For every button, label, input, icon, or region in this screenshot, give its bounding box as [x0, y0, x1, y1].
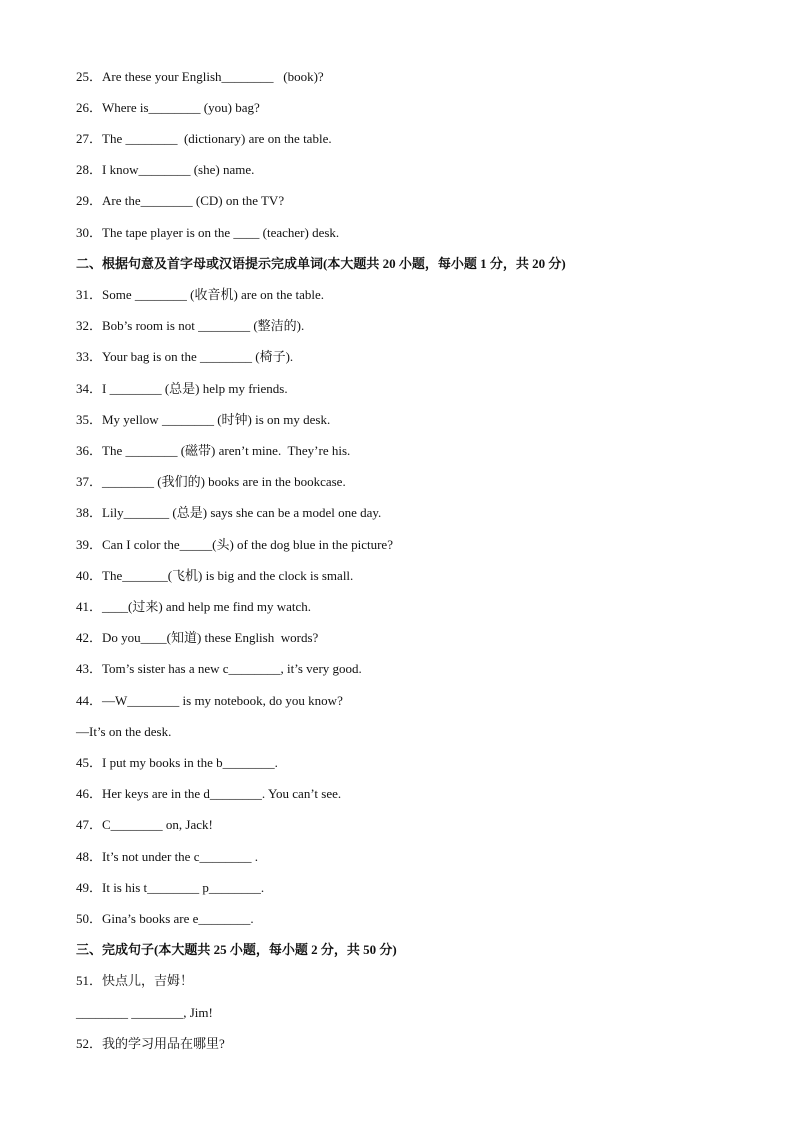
- question-line: 42．Do you____(知道) these English words?: [76, 630, 319, 645]
- question-line: 28．I know________ (she) name.: [76, 162, 255, 177]
- question-line: 34．I ________ (总是) help my friends.: [76, 381, 288, 396]
- question-line: 45．I put my books in the b________.: [76, 755, 278, 770]
- question-line: 47．C________ on, Jack!: [76, 817, 213, 832]
- question-line: 36．The ________ (磁带) aren’t mine. They’re his.: [76, 443, 351, 458]
- question-line: 30．The tape player is on the ____ (teacher) desk.: [76, 225, 340, 240]
- question-line: 48．It’s not under the c________ .: [76, 849, 258, 864]
- question-line: 41．____(过来) and help me find my watch.: [76, 599, 312, 614]
- question-line: 35．My yellow ________ (时钟) is on my desk.: [76, 412, 331, 427]
- question-line: 38．Lily_______ (总是) says she can be a model one day.: [76, 505, 382, 520]
- question-line: 25．Are these your English________ (book)?: [76, 69, 324, 84]
- question-line: 39．Can I color the_____(头) of the dog blue in the picture?: [76, 537, 393, 552]
- section-heading: 三、完成句子(本大题共 25 小题，每小题 2 分，共 50 分): [76, 942, 397, 957]
- question-line: 50．Gina’s books are e________.: [76, 911, 254, 926]
- question-line: 49．It is his t________ p________.: [76, 880, 265, 895]
- question-line: 52．我的学习用品在哪里?: [76, 1036, 225, 1051]
- question-line: 31．Some ________ (收音机) are on the table.: [76, 287, 325, 302]
- question-line: 51．快点儿，吉姆！: [76, 973, 194, 988]
- question-line: 29．Are the________ (CD) on the TV?: [76, 193, 285, 208]
- question-line: —It’s on the desk.: [76, 724, 172, 739]
- question-line: 33．Your bag is on the ________ (椅子).: [76, 349, 294, 364]
- question-line: 37．________ (我们的) books are in the bookcase.: [76, 474, 346, 489]
- question-line: ________ ________, Jim!: [76, 1005, 213, 1020]
- question-line: 32．Bob’s room is not ________ (整洁的).: [76, 318, 305, 333]
- question-line: 43．Tom’s sister has a new c________, it’s very good.: [76, 661, 362, 676]
- question-line: 40．The_______(飞机) is big and the clock is small.: [76, 568, 354, 583]
- question-line: 44．—W________ is my notebook, do you know?: [76, 693, 343, 708]
- question-line: 46．Her keys are in the d________. You can’t see.: [76, 786, 342, 801]
- section-heading: 二、根据句意及首字母或汉语提示完成单词(本大题共 20 小题，每小题 1 分，共 20 分): [76, 256, 566, 271]
- question-line: 26．Where is________ (you) bag?: [76, 100, 260, 115]
- question-line: 27．The ________ (dictionary) are on the table.: [76, 131, 332, 146]
